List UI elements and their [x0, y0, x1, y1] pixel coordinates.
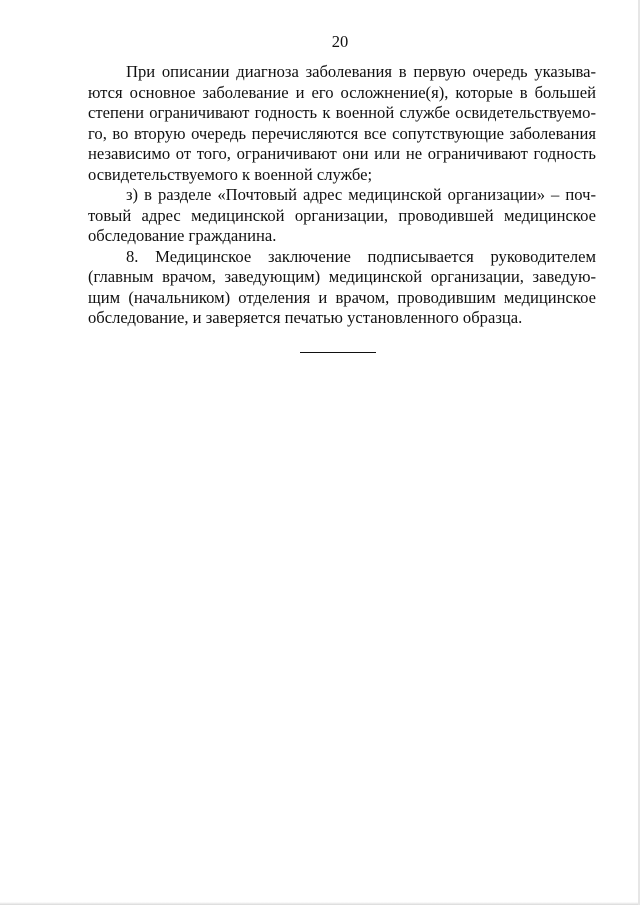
text-line: з) в разделе «Почтовый адрес медицинской организации» – поч- [126, 185, 596, 204]
page-number: 20 [331, 32, 349, 51]
text-line: го, во вторую очередь перечисляются все сопутствующие заболевания [88, 123, 596, 143]
text-line: (главным врачом, заведующим) медицинской организации, заведую- [88, 267, 596, 286]
text-line: При описании диагноза заболевания в первую очередь указыва- [126, 62, 596, 81]
paragraph-diagnosis-description [88, 62, 596, 185]
text-line: 8. Медицинское заключение подписывается руководителем [126, 246, 596, 266]
paragraph-postal-address [88, 185, 596, 247]
text-line: товый адрес медицинской организации, проводившей медицинское [88, 205, 596, 225]
text-line: щим (начальником) отделения и врачом, проводившим медицинское [88, 287, 596, 307]
text-line: обследование гражданина. [88, 226, 277, 245]
document-body [88, 62, 596, 329]
text-line: освидетельствуемого к военной службе; [88, 164, 373, 184]
text-line: независимо от того, ограничивают они или не ограничивают годность [88, 144, 596, 163]
end-of-text-separator [300, 352, 376, 353]
text-line: степени ограничивают годность к военной службе освидетельствуемо- [88, 103, 596, 122]
text-line: обследование, и заверяется печатью установленного образца. [88, 308, 523, 327]
paragraph-signature-requirements [88, 247, 596, 329]
text-line: ются основное заболевание и его осложнение(я), которые в большей [88, 82, 596, 102]
